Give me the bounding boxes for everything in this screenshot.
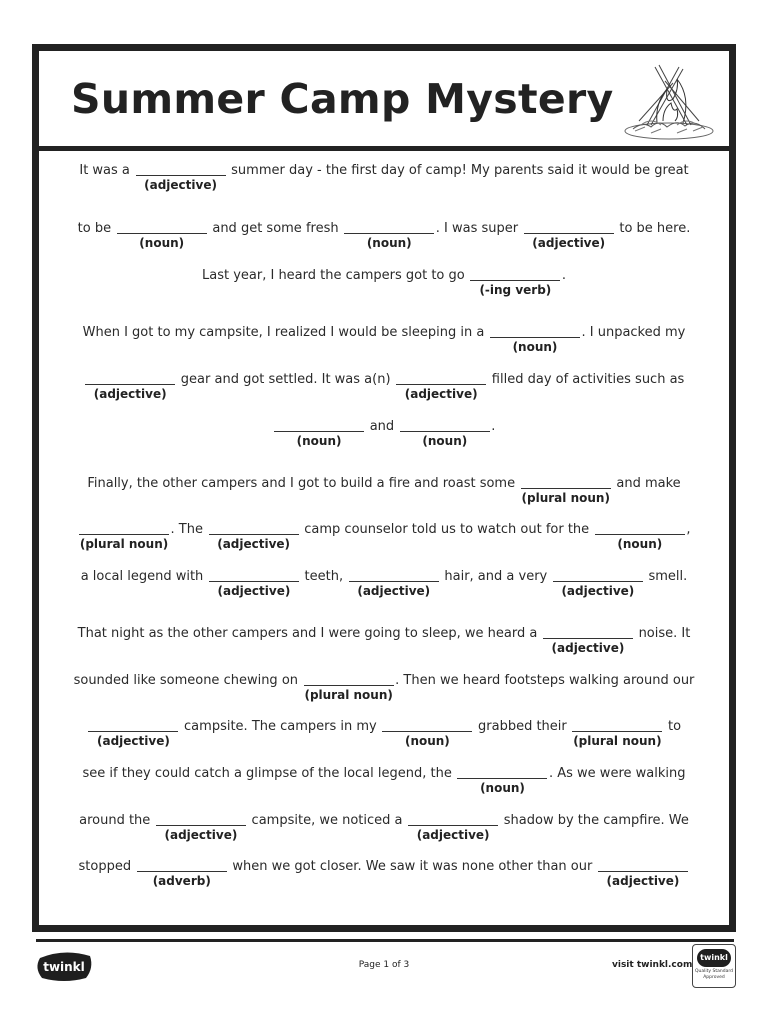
badge-text: Quality Standard Approved: [695, 969, 733, 980]
story-text-segment: ,: [686, 522, 691, 537]
blank-line[interactable]: [88, 720, 178, 732]
story-text-segment: campsite, we noticed a: [247, 813, 407, 828]
word-type-label: (adjective): [93, 387, 167, 401]
word-type-label: (noun): [422, 434, 468, 448]
story-text-segment: . I was super: [435, 221, 523, 236]
blank-line[interactable]: [349, 570, 439, 582]
blank-line[interactable]: [85, 373, 175, 385]
fill-in-blank[interactable]: [593, 522, 686, 551]
story-text-segment: campsite. The campers in my: [179, 719, 381, 734]
story-text-segment: hair, and a very: [440, 569, 552, 584]
blank-line[interactable]: [408, 814, 498, 826]
blank-line[interactable]: [156, 814, 246, 826]
story-line: [53, 325, 715, 354]
fill-in-blank[interactable]: [381, 719, 474, 748]
word-type-label: (plural noun): [79, 537, 169, 551]
blank-line[interactable]: [79, 523, 169, 535]
word-type-label: (adjective): [357, 584, 431, 598]
blank-line[interactable]: [598, 860, 688, 872]
word-type-label: (noun): [617, 537, 663, 551]
blank-line[interactable]: [209, 523, 299, 535]
badge-title: twinkl: [697, 949, 731, 967]
word-type-label: (noun): [296, 434, 342, 448]
story-line: [53, 419, 715, 448]
word-type-label: (plural noun): [521, 491, 610, 505]
story-text-segment: teeth,: [300, 569, 348, 584]
word-type-label: (adjective): [96, 734, 170, 748]
campfire-icon: [621, 59, 717, 145]
story-line: [53, 813, 715, 842]
story-text-segment: . The: [170, 522, 208, 537]
story-text-segment: Finally, the other campers and I got to build a fire and roast some: [87, 476, 520, 491]
fill-in-blank[interactable]: [469, 268, 562, 297]
story-line: [53, 859, 715, 888]
story-text-segment: summer day - the first day of camp! My parents said it would be great: [227, 163, 689, 178]
fill-in-blank[interactable]: [87, 719, 180, 748]
blank-line[interactable]: [524, 222, 614, 234]
fill-in-blank[interactable]: [551, 569, 644, 598]
fill-in-blank[interactable]: [273, 419, 366, 448]
blank-line[interactable]: [490, 326, 580, 338]
story-text-segment: It was a: [79, 163, 135, 178]
story-text-segment: smell.: [644, 569, 688, 584]
fill-in-blank[interactable]: [541, 626, 634, 655]
story-line: [53, 163, 715, 192]
fill-in-blank[interactable]: [456, 766, 549, 795]
story-line: [53, 766, 715, 795]
fill-in-blank[interactable]: [78, 522, 171, 551]
word-type-label: (adjective): [404, 387, 478, 401]
story-text-segment: .: [561, 268, 566, 283]
story-line: [53, 626, 715, 655]
story-text-segment: filled day of activities such as: [487, 372, 685, 387]
quality-badge-icon: [692, 944, 736, 988]
blank-line[interactable]: [137, 860, 227, 872]
worksheet-frame: [32, 44, 736, 932]
word-type-label: (adjective): [416, 828, 490, 842]
word-type-label: (plural noun): [304, 688, 393, 702]
story-line: [53, 476, 715, 505]
blank-line[interactable]: [521, 477, 611, 489]
story-text-segment: . As we were walking: [548, 766, 686, 781]
fill-in-blank[interactable]: [115, 221, 208, 250]
story-text-segment: That night as the other campers and I were going to sleep, we heard a: [77, 626, 542, 641]
fill-in-blank[interactable]: [596, 859, 689, 888]
story-text-segment: When I got to my campsite, I realized I would be sleeping in a: [82, 325, 489, 340]
story-text-segment: and: [365, 419, 399, 434]
story-text-segment: .: [491, 419, 496, 434]
story-line: [53, 221, 715, 250]
blank-line[interactable]: [382, 720, 472, 732]
fill-in-blank[interactable]: [522, 221, 615, 250]
story-line: [53, 522, 715, 551]
blank-line[interactable]: [470, 269, 560, 281]
word-type-label: (noun): [139, 236, 185, 250]
story-text-segment: Last year, I heard the campers got to go: [202, 268, 469, 283]
blank-line[interactable]: [572, 720, 662, 732]
fill-in-blank[interactable]: [395, 372, 488, 401]
word-type-label: (plural noun): [573, 734, 662, 748]
fill-in-blank[interactable]: [398, 419, 491, 448]
word-type-label: (adjective): [217, 584, 291, 598]
story-line: [53, 372, 715, 401]
fill-in-blank[interactable]: [154, 813, 247, 842]
word-type-label: (adjective): [551, 641, 625, 655]
blank-line[interactable]: [553, 570, 643, 582]
fill-in-blank[interactable]: [135, 859, 228, 888]
title-header: [39, 51, 729, 151]
story-line: [53, 673, 715, 702]
story-text-segment: and make: [612, 476, 681, 491]
fill-in-blank[interactable]: [519, 476, 612, 505]
story-text-segment: sounded like someone chewing on: [73, 673, 303, 688]
fill-in-blank[interactable]: [407, 813, 500, 842]
story-line: [53, 719, 715, 748]
fill-in-blank[interactable]: [488, 325, 581, 354]
story-text-segment: when we got closer. We saw it was none other than our: [228, 859, 597, 874]
footer-rule: [36, 939, 734, 942]
page-title: Summer Camp Mystery: [71, 75, 614, 123]
story-text-segment: see if they could catch a glimpse of the local legend, the: [82, 766, 456, 781]
visit-link[interactable]: visit twinkl.com: [612, 960, 693, 970]
blank-line[interactable]: [543, 627, 633, 639]
story-text-segment: shadow by the campfire. We: [499, 813, 689, 828]
word-type-label: (noun): [480, 781, 525, 795]
word-type-label: (adjective): [561, 584, 635, 598]
story-text-segment: a local legend with: [80, 569, 208, 584]
story-text-segment: grabbed their: [473, 719, 571, 734]
story-text-segment: noise. It: [634, 626, 691, 641]
word-type-label: (adjective): [144, 178, 217, 192]
blank-line[interactable]: [304, 674, 394, 686]
story-text-segment: camp counselor told us to watch out for the: [300, 522, 594, 537]
word-type-label: (adjective): [164, 828, 238, 842]
blank-line[interactable]: [400, 420, 490, 432]
story-text-segment: . Then we heard footsteps walking around our: [395, 673, 695, 688]
page-number: Page 1 of 3: [358, 960, 410, 970]
fill-in-blank[interactable]: [571, 719, 664, 748]
story-line: [53, 569, 715, 598]
word-type-label: (adjective): [606, 874, 680, 888]
fill-in-blank[interactable]: [347, 569, 440, 598]
blank-line[interactable]: [595, 523, 685, 535]
story-line: [53, 268, 715, 297]
fill-in-blank[interactable]: [84, 372, 177, 401]
story-text-segment: to be here.: [615, 221, 691, 236]
blank-line[interactable]: [117, 222, 207, 234]
word-type-label: (adjective): [217, 537, 291, 551]
story-text-segment: stopped: [78, 859, 136, 874]
twinkl-logo-text: twinkl: [43, 960, 85, 974]
word-type-label: (noun): [512, 340, 558, 354]
story-text-segment: and get some fresh: [208, 221, 343, 236]
blank-line[interactable]: [344, 222, 434, 234]
blank-line[interactable]: [136, 164, 226, 176]
blank-line[interactable]: [209, 570, 299, 582]
fill-in-blank[interactable]: [134, 163, 227, 192]
story-text-segment: around the: [79, 813, 155, 828]
fill-in-blank[interactable]: [302, 673, 395, 702]
fill-in-blank[interactable]: [207, 569, 300, 598]
word-type-label: (adjective): [532, 236, 606, 250]
blank-line[interactable]: [457, 767, 547, 779]
word-type-label: (adverb): [152, 874, 211, 888]
story-text-segment: . I unpacked my: [581, 325, 686, 340]
story-text-segment: to be: [77, 221, 116, 236]
story-text-segment: to: [663, 719, 682, 734]
word-type-label: (noun): [404, 734, 450, 748]
word-type-label: (noun): [366, 236, 412, 250]
fill-in-blank[interactable]: [343, 221, 436, 250]
story-text-segment: gear and got settled. It was a(n): [176, 372, 395, 387]
fill-in-blank[interactable]: [207, 522, 300, 551]
blank-line[interactable]: [274, 420, 364, 432]
word-type-label: (-ing verb): [479, 283, 552, 297]
blank-line[interactable]: [396, 373, 486, 385]
